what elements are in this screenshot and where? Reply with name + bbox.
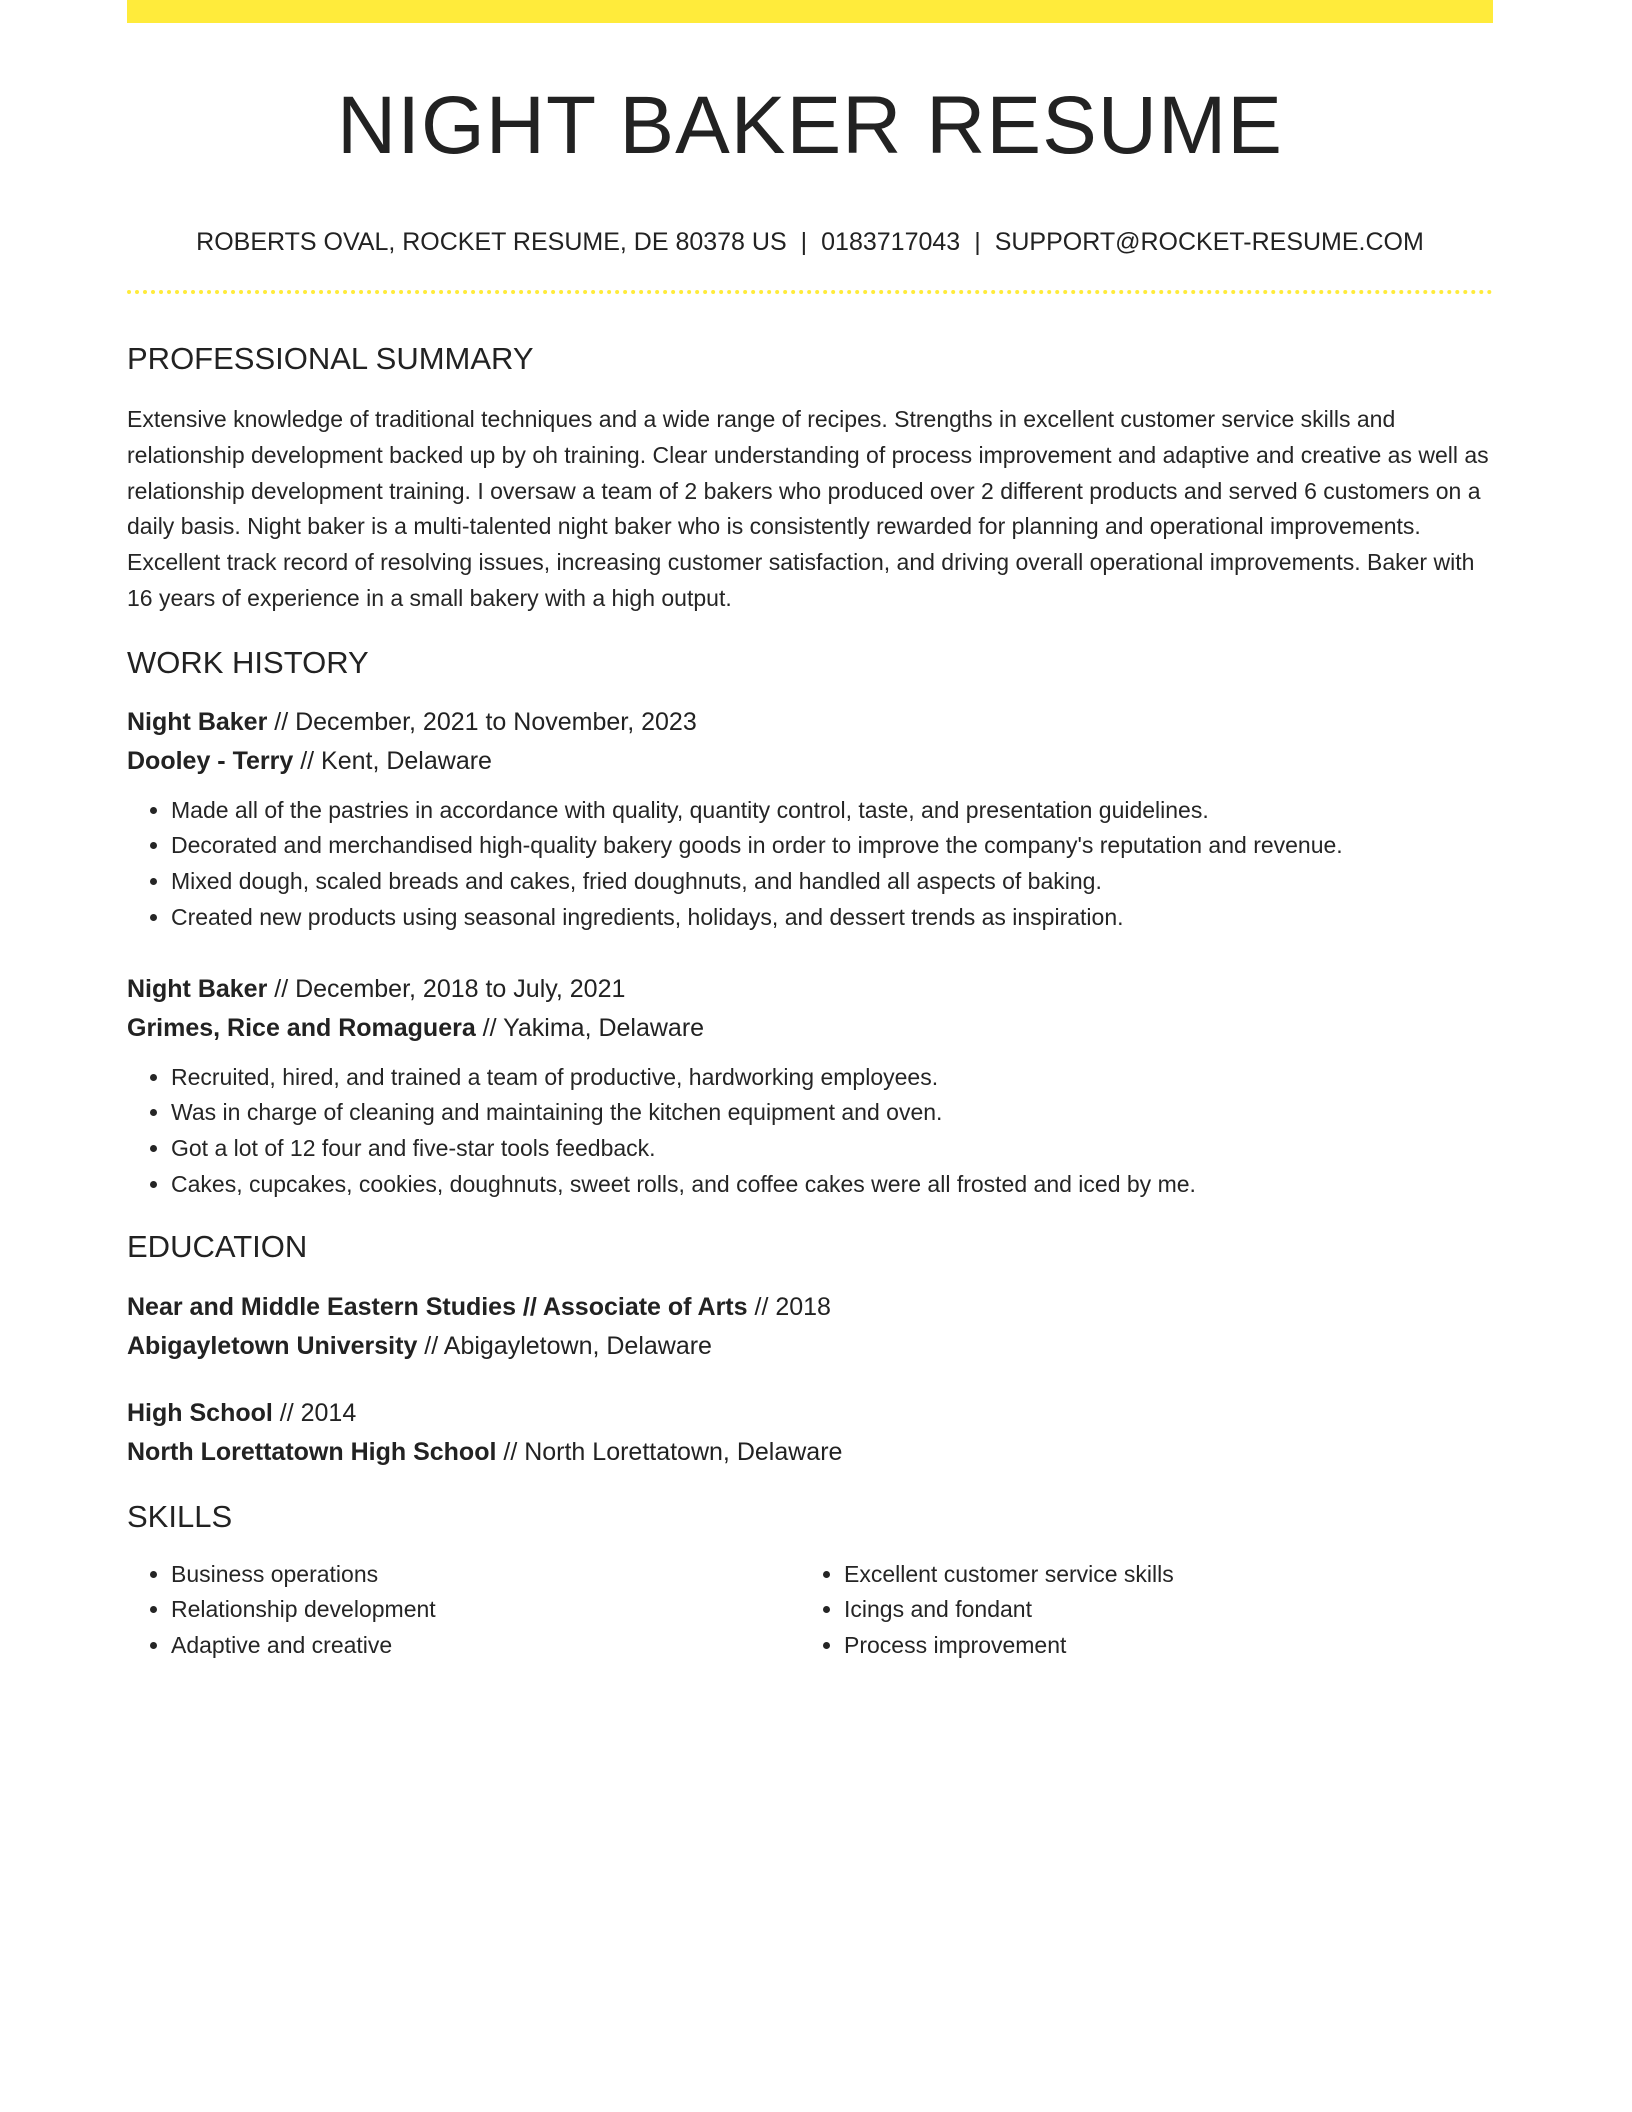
job-location: // Kent, Delaware xyxy=(293,746,492,775)
list-item: • Got a lot of 12 four and five-star tools feedback. xyxy=(171,1131,1493,1167)
job-title-line xyxy=(127,970,1493,1009)
work-history-heading: WORK HISTORY xyxy=(127,644,369,680)
list-item: • Was in charge of cleaning and maintaining the kitchen equipment and oven. xyxy=(171,1095,1493,1131)
education-degree-line xyxy=(127,1288,1493,1327)
contact-phone: 0183717043 xyxy=(821,228,961,257)
list-item: • Recruited, hired, and trained a team of productive, hardworking employees. xyxy=(171,1060,1493,1096)
education-school-line xyxy=(127,1433,1493,1472)
education-school-line xyxy=(127,1327,1493,1366)
skill-item: • Process improvement xyxy=(844,1628,1473,1664)
education-location: // Abigayletown, Delaware xyxy=(417,1331,712,1360)
education-heading: EDUCATION xyxy=(127,1229,308,1265)
list-item: • Decorated and merchandised high-quality bakery goods in order to improve the company's reputation and revenue. xyxy=(171,828,1493,864)
job-entry xyxy=(127,703,1493,936)
education-degree: Near and Middle Eastern Studies // Associate of Arts xyxy=(127,1292,748,1321)
list-item: • Cakes, cupcakes, cookies, doughnuts, sweet rolls, and coffee cakes were all frosted and iced by me. xyxy=(171,1167,1493,1203)
job-company: Dooley - Terry xyxy=(127,746,294,775)
list-item: • Made all of the pastries in accordance with quality, quantity control, taste, and presentation guidelines. xyxy=(171,793,1493,829)
resume-title: NIGHT BAKER RESUME xyxy=(337,80,1283,171)
education-school: Abigayletown University xyxy=(127,1331,418,1360)
contact-line xyxy=(127,227,1493,257)
top-accent-bar xyxy=(127,0,1493,23)
job-location: // Yakima, Delaware xyxy=(475,1013,705,1042)
job-company: Grimes, Rice and Romaguera xyxy=(127,1013,476,1042)
job-title: Night Baker xyxy=(127,974,268,1003)
skill-item: • Icings and fondant xyxy=(844,1592,1473,1628)
job-duties-list xyxy=(127,1060,1493,1203)
job-dates: // December, 2021 to November, 2023 xyxy=(267,707,697,736)
job-entry xyxy=(127,970,1493,1203)
education-school: North Lorettatown High School xyxy=(127,1437,497,1466)
skills-list-left xyxy=(127,1557,800,1664)
list-item: • Created new products using seasonal ingredients, holidays, and dessert trends as inspiration. xyxy=(171,900,1493,936)
skill-item: • Adaptive and creative xyxy=(171,1628,800,1664)
contact-address: ROBERTS OVAL, ROCKET RESUME, DE 80378 US xyxy=(196,228,787,257)
education-degree-line xyxy=(127,1394,1493,1433)
resume-content xyxy=(127,23,1493,1664)
education-year: // 2018 xyxy=(747,1292,831,1321)
contact-separator: | xyxy=(974,228,981,257)
job-company-line xyxy=(127,1009,1493,1048)
skills-columns xyxy=(127,1557,1493,1664)
education-entry xyxy=(127,1394,1493,1472)
skills-list-right xyxy=(800,1557,1473,1664)
education-year: // 2014 xyxy=(272,1398,357,1427)
education-entry xyxy=(127,1288,1493,1366)
summary-text: Extensive knowledge of traditional techniques and a wide range of recipes. Strengths in excellent customer service skills and relationship development backed up by oh training. Clear understanding of process improvement and adaptive and creative as well as relationship development training. I oversaw a team of 2 bakers who produced over 2 different products and served 6 customers on a daily basis. Night baker is a multi-talented night baker who is consistently rewarded for planning and operational improvements. Excellent track record of resolving issues, increasing customer satisfaction, and driving overall operational improvements. Baker with 16 years of experience in a small bakery with a high output. xyxy=(127,406,1489,611)
list-item: • Mixed dough, scaled breads and cakes, fried doughnuts, and handled all aspects of baking. xyxy=(171,864,1493,900)
summary-heading: PROFESSIONAL SUMMARY xyxy=(127,341,534,377)
skill-item: • Excellent customer service skills xyxy=(844,1557,1473,1593)
job-title-line xyxy=(127,703,1493,742)
skill-item: • Business operations xyxy=(171,1557,800,1593)
job-title: Night Baker xyxy=(127,707,268,736)
education-degree: High School xyxy=(127,1398,273,1427)
contact-separator: | xyxy=(800,228,808,257)
dotted-divider xyxy=(127,290,1493,294)
skills-heading: SKILLS xyxy=(127,1498,233,1534)
skill-item: • Relationship development xyxy=(171,1592,800,1628)
education-location: // North Lorettatown, Delaware xyxy=(496,1437,843,1466)
job-company-line xyxy=(127,742,1493,781)
contact-email: SUPPORT@ROCKET-RESUME.COM xyxy=(994,228,1424,257)
job-dates: // December, 2018 to July, 2021 xyxy=(267,974,626,1003)
job-duties-list xyxy=(127,793,1493,936)
